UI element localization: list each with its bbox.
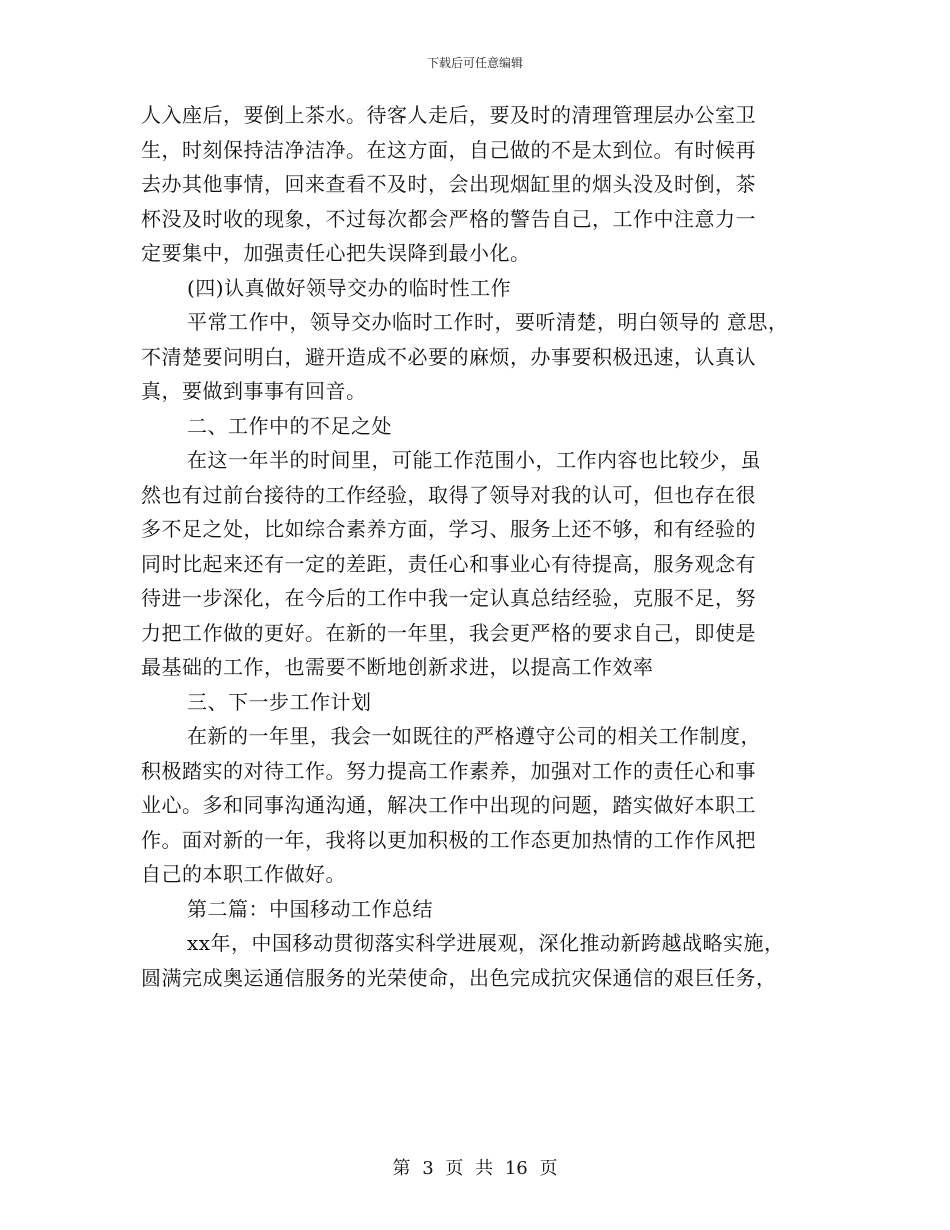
text-line: 作。面对新的一年，我将以更加积极的工作态更加热情的工作作风把 bbox=[141, 827, 756, 852]
text-line: 积极踏实的对待工作。努力提高工作素养，加强对工作的责任心和事 bbox=[141, 758, 756, 783]
document-body bbox=[141, 98, 821, 995]
text-line: 三、下一步工作计划 bbox=[187, 689, 372, 714]
text-line: 最基础的工作，也需要不断地创新求进，以提高工作效率 bbox=[141, 655, 654, 679]
text-line: 杯没及时收的现象，不过每次都会严格的警告自己，工作中注意力一 bbox=[141, 206, 756, 231]
text-line: 多不足之处，比如综合素养方面，学习、服务上还不够，和有经验的 bbox=[141, 517, 756, 541]
text-line: 二、工作中的不足之处 bbox=[187, 413, 392, 438]
text-line: xx年，中国移动贯彻落实科学进展观，深化推动新跨越战略实施， bbox=[187, 931, 785, 955]
text-line: 然也有过前台接待的工作经验，取得了领导对我的认可，但也存在很 bbox=[141, 482, 756, 507]
text-line: 生，时刻保持洁净洁净。在这方面，自己做的不是太到位。有时候再 bbox=[141, 137, 756, 162]
text-line: 平常工作中，领导交办临时工作时，要听清楚，明白领导的 意思， bbox=[187, 310, 789, 334]
text-line: 第二篇：中国移动工作总结 bbox=[187, 896, 433, 921]
text-line: 在新的一年里，我会一如既往的严格遵守公司的相关工作制度， bbox=[187, 724, 761, 748]
page-number-footer: 第 3 页 共 16 页 bbox=[392, 1158, 558, 1179]
text-line: 去办其他事情，回来查看不及时，会出现烟缸里的烟头没及时倒，茶 bbox=[141, 172, 756, 196]
text-line: 不清楚要问明白，避开造成不必要的麻烦，办事要积极迅速，认真认 bbox=[141, 344, 756, 369]
text-line: 真，要做到事事有回音。 bbox=[141, 379, 367, 403]
page-header: 下载后可任意编辑 bbox=[426, 56, 523, 70]
text-line: 业心。多和同事沟通沟通，解决工作中出现的问题，踏实做好本职工 bbox=[141, 793, 756, 817]
text-line: 同时比起来还有一定的差距，责任心和事业心有待提高，服务观念有 bbox=[141, 551, 756, 576]
text-line: 在这一年半的时间里，可能工作范围小，工作内容也比较少，虽 bbox=[187, 448, 761, 472]
text-line: 待进一步深化，在今后的工作中我一定认真总结经验，克服不足，努 bbox=[141, 586, 756, 610]
text-line: 人入座后，要倒上茶水。待客人走后，要及时的清理管理层办公室卫 bbox=[141, 103, 756, 127]
text-line: 自己的本职工作做好。 bbox=[141, 862, 346, 886]
text-line: (四)认真做好领导交办的临时性工作 bbox=[187, 275, 512, 300]
text-line: 定要集中，加强责任心把失误降到最小化。 bbox=[141, 241, 531, 265]
text-line: 圆满完成奥运通信服务的光荣使命，出色完成抗灾保通信的艰巨任务， bbox=[141, 965, 777, 990]
text-line: 力把工作做的更好。在新的一年里，我会更严格的要求自己，即使是 bbox=[141, 620, 756, 645]
